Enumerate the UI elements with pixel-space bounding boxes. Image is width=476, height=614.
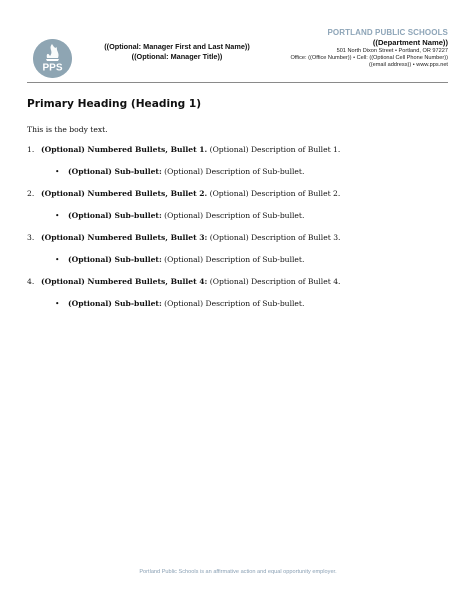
sub-bullet-description: (Optional) Description of Sub-bullet. — [161, 255, 305, 264]
item-description: (Optional) Description of Bullet 1. — [207, 145, 341, 154]
sub-bullet-item — [27, 299, 448, 309]
sub-bullet-description: (Optional) Description of Sub-bullet. — [161, 167, 305, 176]
primary-heading: Primary Heading (Heading 1) — [27, 98, 202, 110]
email-web-line: ((email address)) • www.pps.net — [368, 61, 448, 68]
item-description: (Optional) Description of Bullet 2. — [207, 189, 341, 198]
manager-name: ((Optional: Manager First and Last Name)) — [104, 42, 250, 51]
pps-logo — [33, 39, 72, 78]
footer-text: Portland Public Schools is an affirmative action and equal opportunity employer. — [139, 569, 337, 575]
sub-bullet-label: (Optional) Sub-bullet: — [68, 211, 162, 220]
item-description: (Optional) Description of Bullet 3. — [207, 233, 341, 242]
sub-bullet-item — [27, 255, 448, 265]
header-divider — [27, 82, 448, 83]
item-number: 2. — [27, 189, 35, 198]
body-text: This is the body text. — [27, 125, 108, 134]
sub-bullet-label: (Optional) Sub-bullet: — [68, 167, 162, 176]
manager-title: ((Optional: Manager Title)) — [131, 51, 223, 61]
sub-bullet-description: (Optional) Description of Sub-bullet. — [161, 211, 305, 220]
numbered-item — [27, 277, 448, 287]
bullet-icon: • — [55, 299, 60, 308]
item-bold-label: (Optional) Numbered Bullets, Bullet 4: — [41, 277, 208, 286]
sub-bullet-label: (Optional) Sub-bullet: — [68, 255, 162, 264]
item-number: 1. — [27, 145, 35, 154]
organization-block — [198, 28, 448, 69]
bullet-icon: • — [55, 211, 60, 220]
phone-line: Office: ((Office Number)) • Cell: ((Optional Cell Phone Number)) — [290, 54, 448, 61]
sub-bullet-item — [27, 167, 448, 177]
department-name: ((Department Name)) — [372, 38, 448, 47]
sub-bullet-description: (Optional) Description of Sub-bullet. — [161, 299, 305, 308]
item-bold-label: (Optional) Numbered Bullets, Bullet 2. — [41, 189, 208, 198]
item-description: (Optional) Description of Bullet 4. — [207, 277, 341, 286]
numbered-item — [27, 145, 448, 155]
flame-logo-icon — [33, 39, 72, 78]
organization-name: PORTLAND PUBLIC SCHOOLS — [327, 28, 448, 37]
item-bold-label: (Optional) Numbered Bullets, Bullet 1. — [41, 145, 208, 154]
sub-bullet-label: (Optional) Sub-bullet: — [68, 299, 162, 308]
address-line: 501 North Dixon Street • Portland, OR 97227 — [336, 47, 448, 54]
numbered-item — [27, 189, 448, 199]
bullet-icon: • — [55, 255, 60, 264]
item-number: 4. — [27, 277, 35, 286]
sub-bullet-item — [27, 211, 448, 221]
item-number: 3. — [27, 233, 35, 242]
numbered-item — [27, 233, 448, 243]
document-body — [27, 97, 448, 309]
logo-text: PPS — [42, 62, 63, 74]
item-bold-label: (Optional) Numbered Bullets, Bullet 3: — [41, 233, 208, 242]
bullet-icon: • — [55, 167, 60, 176]
